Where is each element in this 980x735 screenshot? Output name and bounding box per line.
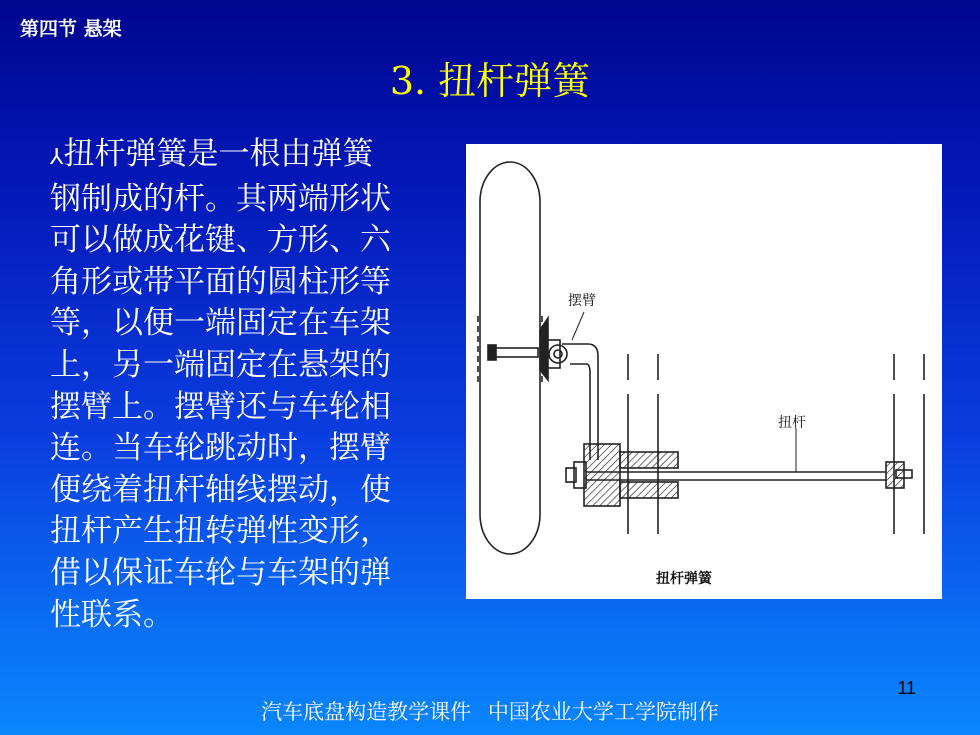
diagram-drawing bbox=[466, 144, 942, 599]
body-line: 钢制成的杆。其两端形状 bbox=[50, 180, 391, 217]
torsion-bar-diagram bbox=[466, 144, 942, 599]
figure-caption: 扭杆弹簧 bbox=[656, 571, 712, 587]
slide-title: 3. 扭杆弹簧 bbox=[389, 59, 591, 103]
body-line: 上，另一端固定在悬架的 bbox=[50, 346, 391, 383]
body-line: 性联系。 bbox=[50, 596, 174, 633]
body-line: 借以保证车轮与车架的弹 bbox=[50, 554, 391, 591]
label-swing-arm: 摆臂 bbox=[568, 293, 596, 309]
section-label: 第四节 悬架 bbox=[20, 18, 122, 40]
body-line: 便绕着扭杆轴线摆动，使 bbox=[50, 471, 391, 508]
body-line: 摆臂上。摆臂还与车轮相 bbox=[50, 388, 391, 425]
body-line: 连。当车轮跳动时，摆臂 bbox=[50, 430, 391, 467]
body-line: ⅄扭杆弹簧是一根由弹簧 bbox=[50, 136, 374, 172]
body-text bbox=[50, 134, 428, 636]
bullet-icon: ⅄ bbox=[50, 145, 64, 170]
page-number: 11 bbox=[897, 678, 916, 698]
body-line: 可以做成花键、方形、六 bbox=[50, 222, 391, 259]
body-line: 等，以便一端固定在车架 bbox=[50, 305, 391, 342]
body-line: 角形或带平面的圆柱形等 bbox=[50, 263, 391, 300]
swing-arm bbox=[562, 344, 598, 460]
label-torsion-bar: 扭杆 bbox=[778, 415, 806, 431]
footer-text: 汽车底盘构造教学课件 中国农业大学工学院制作 bbox=[261, 700, 719, 724]
body-line: 扭杆产生扭转弹性变形， bbox=[50, 513, 391, 550]
